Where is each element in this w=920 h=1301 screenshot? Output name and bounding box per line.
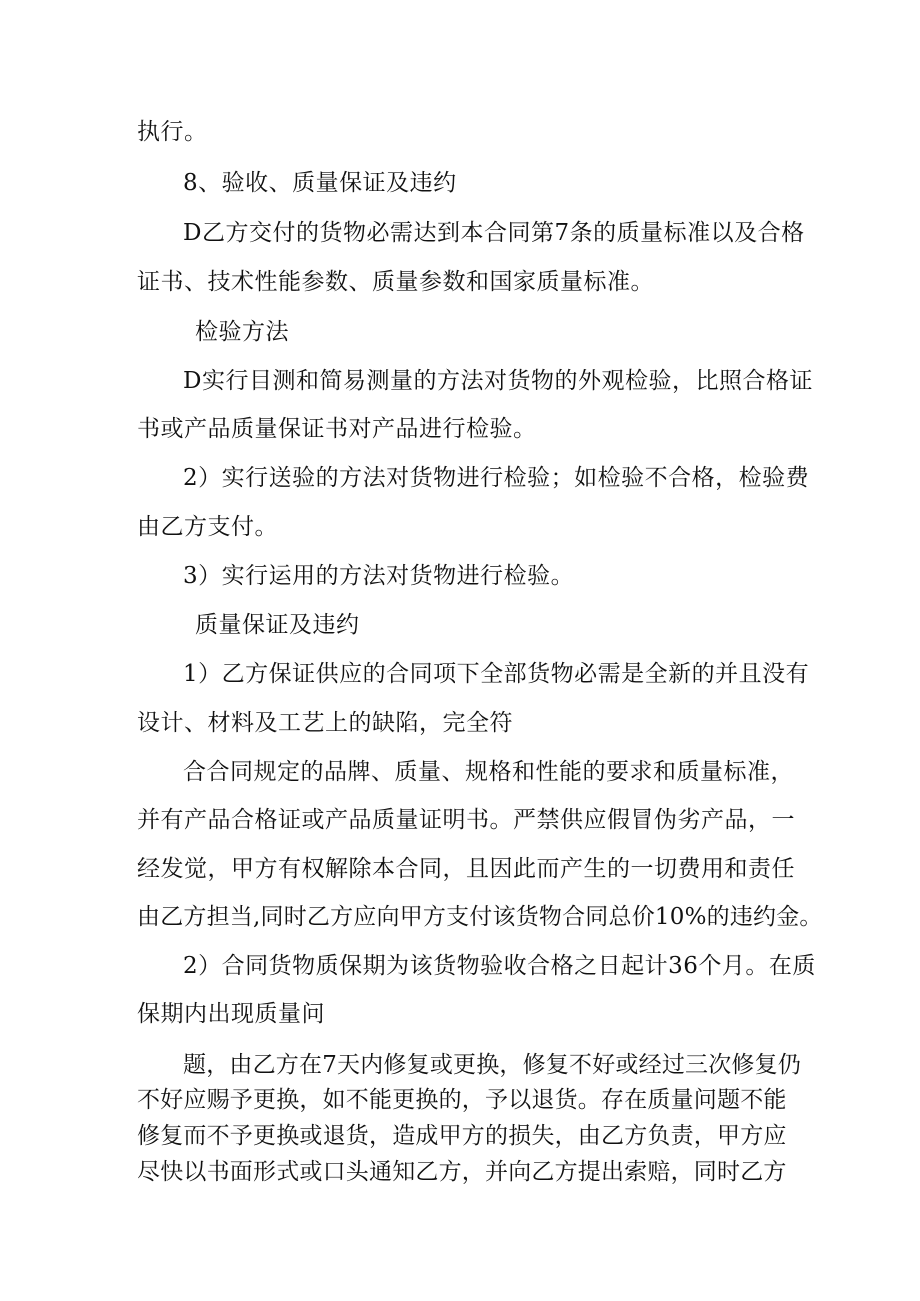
text-line: 证书、技术性能参数、质量参数和国家质量标准。 bbox=[137, 269, 654, 295]
text-line: D乙方交付的货物必需达到本合同第7条的质量标准以及合格 bbox=[183, 220, 805, 246]
text-line: D实行目测和简易测量的方法对货物的外观检验，比照合格证 bbox=[183, 368, 813, 394]
text-line: 由乙方支付。 bbox=[137, 514, 278, 540]
text-line: 题，由乙方在7天内修复或更换，修复不好或经过三次修复仍 bbox=[183, 1052, 802, 1078]
text-line: 书或产品质量保证书对产品进行检验。 bbox=[137, 416, 537, 442]
text-line: 1）乙方保证供应的合同项下全部货物必需是全新的并且没有 bbox=[183, 661, 810, 687]
text-line: 3）实行运用的方法对货物进行检验。 bbox=[183, 563, 575, 589]
text-line: 不好应赐予更换，如不能更换的，予以退货。存在质量问题不能 bbox=[137, 1087, 787, 1113]
text-line: 修复而不予更换或退货，造成甲方的损失，由乙方负责，甲方应 bbox=[137, 1123, 787, 1149]
text-line: 设计、材料及工艺上的缺陷，完全符 bbox=[137, 710, 513, 736]
text-line: 合合同规定的品牌、质量、规格和性能的要求和质量标准， bbox=[183, 759, 794, 785]
text-line: 经发觉，甲方有权解除本合同，且因此而产生的一切费用和责任 bbox=[137, 856, 795, 882]
section-heading: 8、验收、质量保证及违约 bbox=[183, 170, 457, 196]
text-line: 保期内出现质量问 bbox=[137, 1001, 325, 1027]
subheading: 检验方法 bbox=[195, 319, 289, 345]
text-line: 2）实行送验的方法对货物进行检验；如检验不合格，检验费 bbox=[183, 465, 810, 491]
text-line: 尽快以书面形式或口头通知乙方，并向乙方提出索赔，同时乙方 bbox=[137, 1159, 787, 1185]
text-line: 2）合同货物质保期为该货物验收合格之日起计36个月。在质 bbox=[183, 953, 816, 979]
subheading: 质量保证及违约 bbox=[195, 612, 360, 638]
text-line: 并有产品合格证或产品质量证明书。严禁供应假冒伪劣产品，一 bbox=[137, 807, 795, 833]
text-line: 执行。 bbox=[137, 119, 208, 145]
text-line: 由乙方担当,同时乙方应向甲方支付该货物合同总价10%的违约金。 bbox=[137, 904, 823, 930]
